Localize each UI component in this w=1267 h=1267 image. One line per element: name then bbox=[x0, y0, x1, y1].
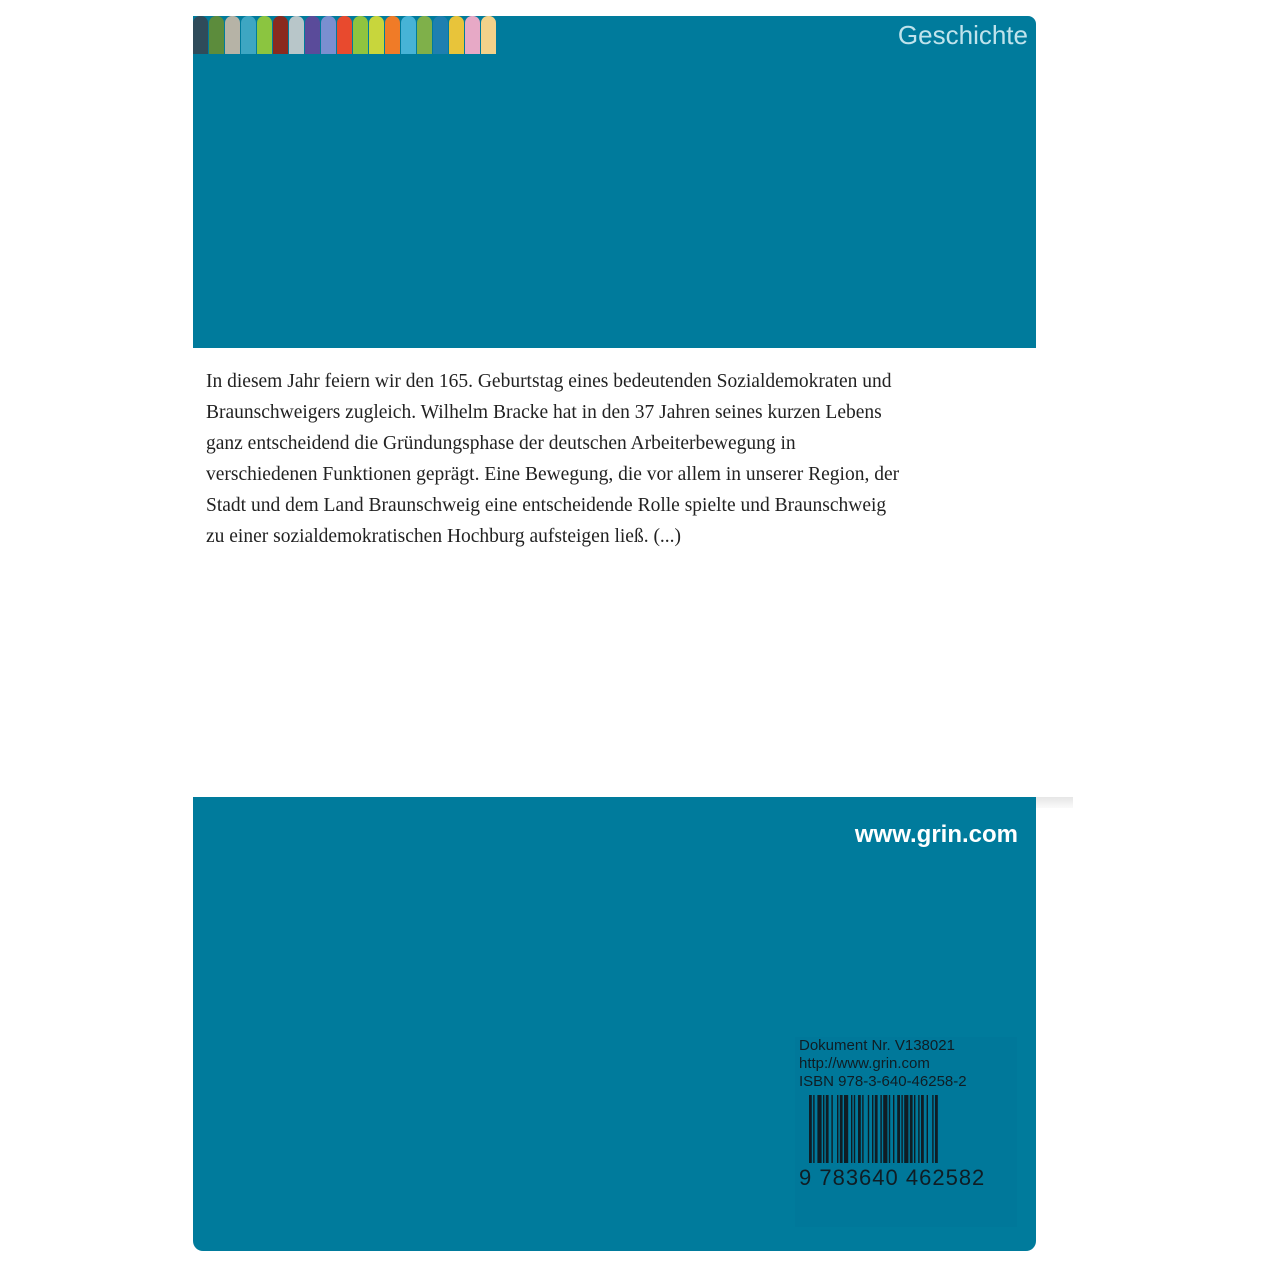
cover-bottom-panel bbox=[193, 797, 1036, 1251]
color-stripe bbox=[353, 16, 368, 54]
cover-top-panel bbox=[193, 16, 1036, 348]
barcode-bar bbox=[893, 1095, 894, 1163]
barcode-bar bbox=[809, 1095, 812, 1163]
barcode-bar bbox=[921, 1095, 924, 1163]
barcode-bar bbox=[901, 1095, 902, 1163]
color-stripe bbox=[385, 16, 400, 54]
barcode-bar bbox=[918, 1095, 919, 1163]
color-stripe bbox=[417, 16, 432, 54]
color-stripe bbox=[433, 16, 448, 54]
color-stripe bbox=[305, 16, 320, 54]
barcode bbox=[809, 1095, 1009, 1163]
color-stripe bbox=[273, 16, 288, 54]
barcode-bar bbox=[851, 1095, 852, 1163]
color-stripe bbox=[321, 16, 336, 54]
barcode-bar bbox=[914, 1095, 915, 1163]
barcode-bar bbox=[868, 1095, 869, 1163]
barcode-bar bbox=[872, 1095, 873, 1163]
color-stripe bbox=[225, 16, 240, 54]
barcode-bar bbox=[935, 1095, 938, 1163]
color-stripe bbox=[209, 16, 224, 54]
color-stripe bbox=[337, 16, 352, 54]
barcode-bar bbox=[813, 1095, 814, 1163]
barcode-bar bbox=[904, 1095, 908, 1163]
color-stripe bbox=[257, 16, 272, 54]
barcode-bar bbox=[837, 1095, 838, 1163]
color-stripe bbox=[449, 16, 464, 54]
barcode-bar bbox=[889, 1095, 890, 1163]
color-stripe bbox=[369, 16, 384, 54]
barcode-bar bbox=[817, 1095, 821, 1163]
barcode-bar bbox=[875, 1095, 878, 1163]
page-shadow bbox=[1036, 797, 1073, 808]
barcode-bar bbox=[932, 1095, 933, 1163]
barcode-bar bbox=[862, 1095, 863, 1163]
barcode-digits: 9 783640 462582 bbox=[799, 1165, 986, 1190]
barcode-bar bbox=[910, 1095, 913, 1163]
barcode-bar bbox=[883, 1095, 887, 1163]
book-description bbox=[206, 366, 906, 552]
color-stripe bbox=[465, 16, 480, 54]
barcode-bar bbox=[826, 1095, 829, 1163]
barcode-bar bbox=[854, 1095, 855, 1163]
barcode-bar bbox=[858, 1095, 861, 1163]
isbn-block bbox=[795, 1037, 1017, 1227]
description-text: In diesem Jahr feiern wir den 165. Geburtstag eines bedeutenden Sozialdemokraten und Braunschweigers zugleich. Wilhelm Bracke hat in den 37 Jahren seines kurzen Lebens ganz entscheidend die Gründungsphase der deutschen Arbeiterbewegung in verschiedenen Funktionen geprägt. Eine Bewegung, die vor allem in unserer Region, der Stadt und dem Land Braunschweig eine entscheidende Rolle spielte und Braunschweig zu einer sozialdemokratischen Hochburg aufsteigen ließ. (...) bbox=[206, 371, 900, 547]
color-stripe bbox=[401, 16, 416, 54]
isbn-metadata bbox=[799, 1037, 1017, 1091]
color-stripe bbox=[289, 16, 304, 54]
barcode-bar bbox=[927, 1095, 928, 1163]
category-label: Geschichte bbox=[897, 20, 1028, 50]
color-stripe bbox=[241, 16, 256, 54]
document-number: Dokument Nr. V138021 bbox=[799, 1037, 955, 1054]
color-stripe bbox=[481, 16, 496, 54]
barcode-bar bbox=[831, 1095, 832, 1163]
barcode-bar bbox=[823, 1095, 824, 1163]
color-stripes bbox=[193, 16, 497, 54]
publisher-website: http://www.grin.com bbox=[799, 1055, 930, 1072]
publisher-url: www.grin.com bbox=[854, 821, 1018, 848]
isbn-number: ISBN 978-3-640-46258-2 bbox=[799, 1073, 967, 1090]
barcode-bar bbox=[880, 1095, 881, 1163]
barcode-bar bbox=[844, 1095, 848, 1163]
barcode-bar bbox=[897, 1095, 900, 1163]
barcode-bar bbox=[840, 1095, 843, 1163]
color-stripe bbox=[193, 16, 208, 54]
